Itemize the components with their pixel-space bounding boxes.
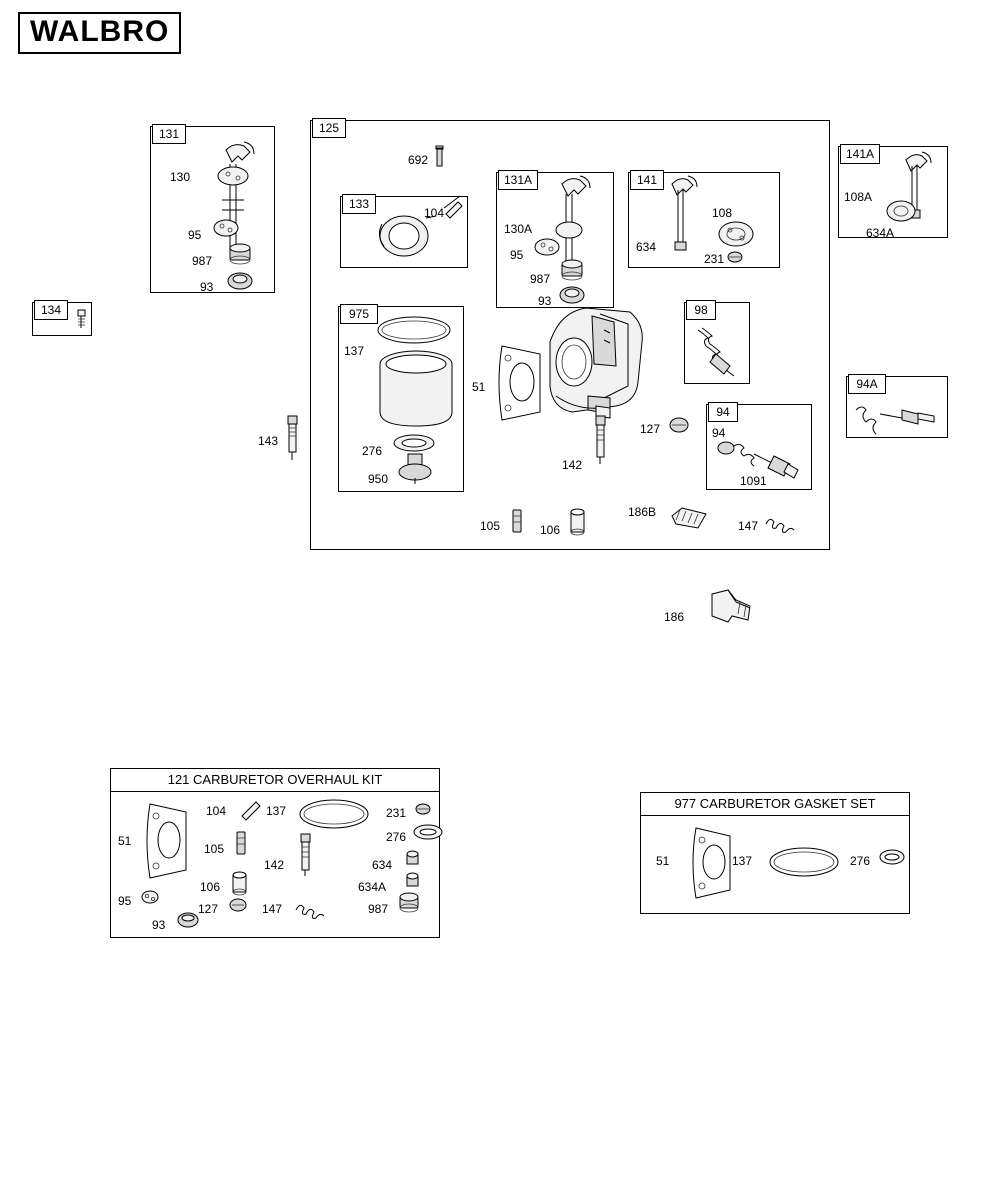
part-95-washer [210, 216, 250, 240]
tag-141A: 141A [840, 144, 880, 164]
kit-part-634-label: 634 [372, 858, 393, 872]
part-134-screw [72, 306, 92, 334]
part-692-pin [432, 146, 448, 172]
kit-part-276-label: 276 [386, 830, 407, 844]
kit-part-105-label: 105 [204, 842, 225, 856]
part-106-label: 106 [540, 523, 561, 537]
part-108A-label: 108A [844, 190, 873, 204]
part-987-spacer [226, 244, 256, 266]
part-95-label: 95 [188, 228, 202, 242]
kit-part-987-spacer [396, 892, 424, 916]
choke-shaft-141 [662, 176, 722, 262]
tag-131A: 131A [498, 170, 538, 190]
tag-975: 975 [340, 304, 378, 324]
gasket-part-276-label: 276 [850, 854, 871, 868]
gasket-part-276-gasket [878, 846, 908, 868]
kit-part-142-tube [296, 832, 316, 878]
part-105-label: 105 [480, 519, 501, 533]
part-137-label: 137 [344, 344, 365, 358]
part-231-screw [726, 248, 746, 266]
part-143-label: 143 [258, 434, 279, 448]
gasket-part-137-oring [766, 842, 844, 882]
part-95-label-b: 95 [510, 248, 524, 262]
part-987-label: 987 [192, 254, 213, 268]
gasket-part-137-label: 137 [732, 854, 753, 868]
throttle-shaft-assembly-131 [200, 140, 280, 290]
part-987A-spacer [558, 260, 588, 282]
part-634A-label: 634A [866, 226, 895, 240]
tag-141: 141 [630, 170, 664, 190]
kit-part-104-label: 104 [206, 804, 227, 818]
kit-part-106-sleeve [228, 870, 252, 898]
part-950-bolt [396, 452, 436, 486]
part-1091-label: 1091 [740, 474, 767, 488]
kit-part-276-gasket [412, 822, 446, 842]
tag-98: 98 [686, 300, 716, 320]
kit-part-106-label: 106 [200, 880, 221, 894]
kit-part-147-label: 147 [262, 902, 283, 916]
part-692-label: 692 [408, 153, 429, 167]
part-130-label: 130 [170, 170, 191, 184]
gasket-part-51-label: 51 [656, 854, 670, 868]
tag-134: 134 [34, 300, 68, 320]
part-231-label: 231 [704, 252, 725, 266]
part-93-label-b: 93 [538, 294, 552, 308]
tag-131: 131 [152, 124, 186, 144]
kit-part-51-label: 51 [118, 834, 132, 848]
part-987-label-b: 987 [530, 272, 551, 286]
gasket-set-title: 977 CARBURETOR GASKET SET [641, 793, 909, 816]
part-950-label: 950 [368, 472, 389, 486]
part-108-plate [716, 216, 758, 252]
overhaul-kit-title: 121 CARBURETOR OVERHAUL KIT [111, 769, 439, 792]
part-130A-label: 130A [504, 222, 533, 236]
part-133-choke-ring [374, 208, 474, 264]
kit-part-104-clip [240, 800, 264, 820]
part-108A-plate [884, 196, 920, 226]
kit-part-634A-bushing [402, 872, 426, 892]
kit-part-137-oring [296, 796, 374, 834]
part-147-label: 147 [738, 519, 759, 533]
kit-part-634A-label: 634A [358, 880, 387, 894]
part-137-oring [374, 312, 464, 352]
part-94A-needle-spring [852, 400, 942, 434]
part-147-spring [764, 508, 798, 532]
kit-part-93-nut [176, 910, 202, 930]
part-51-label: 51 [472, 380, 486, 394]
part-186B-label: 186B [628, 505, 657, 519]
part-975-float-bowl [376, 350, 462, 442]
kit-part-127-label: 127 [198, 902, 219, 916]
kit-part-147-spring [294, 896, 328, 918]
tag-94A: 94A [848, 374, 886, 394]
kit-part-137-label: 137 [266, 804, 287, 818]
tag-133: 133 [342, 194, 376, 214]
part-186B-hose-clamp [668, 502, 714, 530]
part-106-sleeve [566, 506, 590, 538]
part-634-label: 634 [636, 240, 657, 254]
kit-part-93-label: 93 [152, 918, 166, 932]
part-127-label: 127 [640, 422, 661, 436]
brand-title-box [18, 12, 181, 54]
kit-part-105-pin [232, 830, 250, 860]
part-95A-washer [532, 236, 570, 258]
part-105-pin [508, 508, 526, 538]
tag-94: 94 [708, 402, 738, 422]
part-93-nut [226, 270, 256, 292]
kit-part-142-label: 142 [264, 858, 285, 872]
tag-125: 125 [312, 118, 346, 138]
brand-title: WALBRO [30, 15, 170, 48]
part-93-label: 93 [200, 280, 214, 294]
kit-part-95-washer [140, 888, 162, 906]
kit-part-127-screw [228, 896, 250, 914]
kit-part-231-screw [414, 800, 434, 818]
part-142-emulsion-tube [590, 414, 612, 466]
part-276-label: 276 [362, 444, 383, 458]
part-104-label: 104 [424, 206, 445, 220]
kit-part-51-gasket [140, 798, 198, 888]
part-127-screw [668, 414, 692, 436]
part-186-label: 186 [664, 610, 685, 624]
kit-part-231-label: 231 [386, 806, 407, 820]
part-108-label: 108 [712, 206, 733, 220]
part-276-gasket [392, 432, 438, 454]
part-186-elbow-fitting [706, 588, 766, 632]
part-142-label: 142 [562, 458, 583, 472]
kit-part-987-label: 987 [368, 902, 389, 916]
part-143-jet [282, 414, 304, 462]
kit-part-95-label: 95 [118, 894, 132, 908]
part-94-label: 94 [712, 426, 726, 440]
part-94-needle-spring [712, 424, 808, 482]
part-98-spring-screw [692, 326, 746, 380]
kit-part-634-bushing [402, 850, 426, 870]
